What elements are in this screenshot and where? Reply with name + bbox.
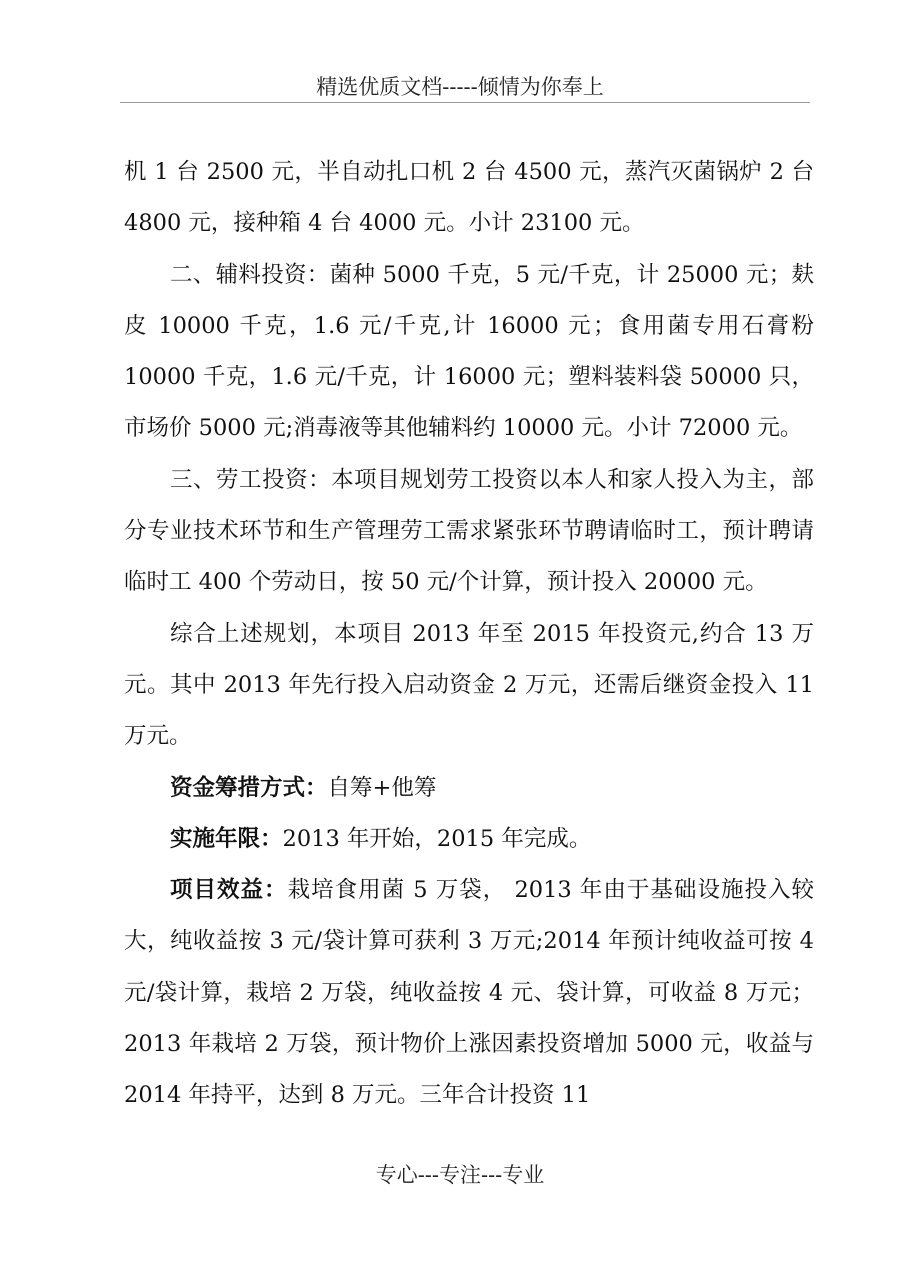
- paragraph-funding-method: [124, 763, 814, 814]
- paragraph-investment-summary: 综合上述规划，本项目 2013 年至 2015 年投资元,约合 13 万元。其中 2013 年先行投入启动资金 2 万元，还需后继资金投入 11 万元。: [124, 620, 814, 750]
- paragraph-implementation-period: [124, 814, 814, 865]
- funding-method-value: 自筹+他筹: [327, 774, 437, 801]
- paragraph-equipment-continued: 机 1 台 2500 元，半自动扎口机 2 台 4500 元，蒸汽灭菌锅炉 2 台 4800 元，接种箱 4 台 4000 元。小计 23100 元。: [124, 159, 814, 237]
- page-header: 精选优质文档-----倾情为你奉上: [316, 75, 604, 99]
- funding-method-label: 资金筹措方式：: [170, 774, 328, 801]
- implementation-period-label: 实施年限：: [170, 825, 283, 852]
- paragraph-auxiliary-materials: 二、辅料投资：菌种 5000 千克，5 元/千克，计 25000 元；麸皮 10000 千克，1.6 元/千克,计 16000 元；食用菌专用石膏粉 10000 千克，1.6 元/千克，计 16000 元；塑料装料袋 50000 只，市场价 5000 元;消毒液等其他辅料约 10000 元。小计 72000 元。: [124, 261, 814, 442]
- paragraph-labor-investment: 三、劳工投资：本项目规划劳工投资以本人和家人投入为主，部分专业技术环节和生产管理劳工需求紧张环节聘请临时工，预计聘请临时工 400 个劳动日，按 50 元/个计算，预计投入 20000 元。: [124, 466, 814, 596]
- project-benefit-value: 栽培食用菌 5 万袋， 2013 年由于基础设施投入较大，纯收益按 3 元/袋计算可获利 3 万元;2014 年预计纯收益可按 4 元/袋计算，栽培 2 万袋，纯收益按 4 元、袋计算，可收益 8 万元；2013 年栽培 2 万袋，预计物价上涨因素投资增加 5000 元，收益与 2014 年持平，达到 8 万元。三年合计投资 11: [124, 877, 814, 1109]
- project-benefit-label: 项目效益：: [170, 877, 288, 904]
- header-divider: [120, 102, 810, 103]
- paragraph-project-benefit: [124, 865, 814, 1121]
- page-footer: 专心---专注---专业: [375, 1163, 545, 1187]
- implementation-period-value: 2013 年开始，2015 年完成。: [282, 825, 592, 852]
- document-body: [124, 147, 814, 1122]
